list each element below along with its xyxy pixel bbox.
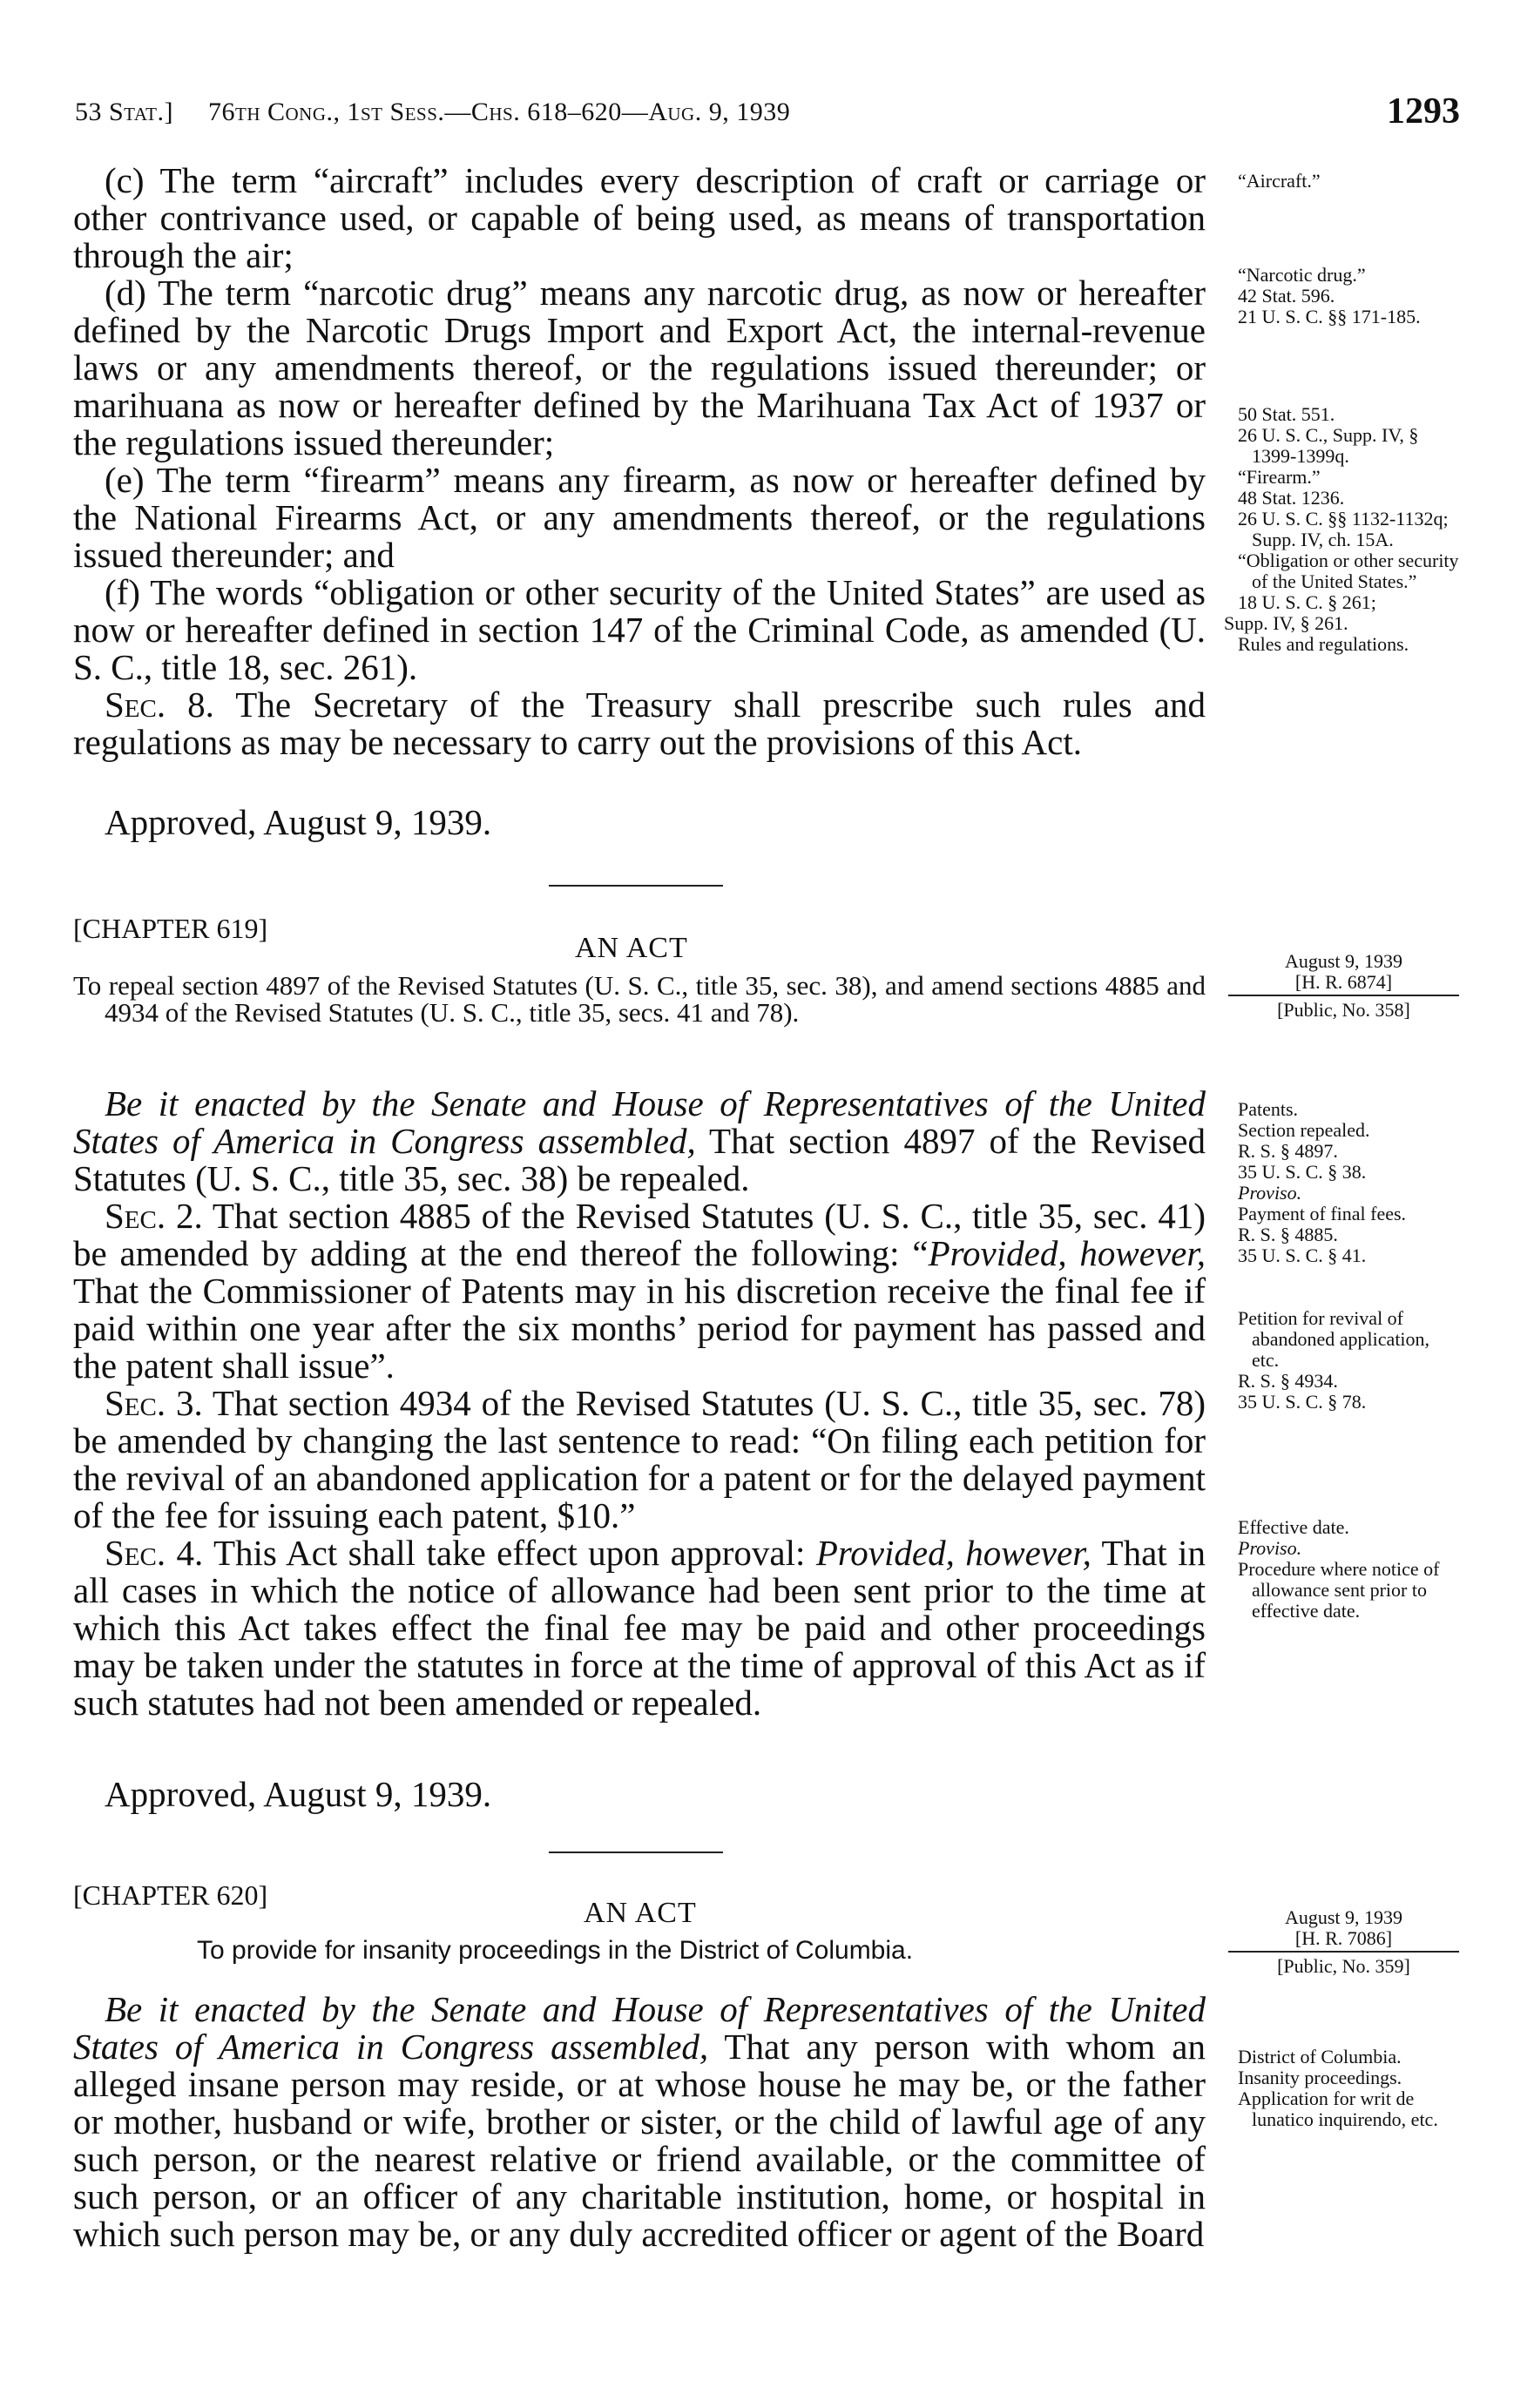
- section-divider-2: [549, 1852, 723, 1853]
- chapter-619-purpose-text: To repeal section 4897 of the Revised Statutes (U. S. C., title 35, sec. 38), and amend sections 4885 and 4934 of the Revised Statutes (U. S. C., title 35, secs. 41 and 78).: [73, 970, 1206, 1028]
- chapter-619-section-4: [73, 1535, 1206, 1722]
- para-obligation: (f) The words “obligation or other security of the United States” are used as now or hereafter defined in section 147 of the Criminal Code, as amended (U. S. C., title 18, sec. 261).: [73, 572, 1206, 687]
- para-firearm: (e) The term “firearm” means any firearm, as now or hereafter defined by the National Firearms Act, or any amendments thereof, or the regulations issued thereunder; and: [73, 460, 1206, 575]
- header-congress: 76th Cong., 1st Sess.—Chs. 618–620—Aug. 9, 1939: [208, 98, 791, 126]
- chapter-619-sec2-proviso: Provided, however,: [928, 1233, 1206, 1273]
- note-marihuana-ref2: 26 U. S. C., Supp. IV, § 1399-1399q.: [1238, 424, 1419, 467]
- note-narcotic: “Narcotic drug.”: [1238, 264, 1366, 286]
- chapter-619-enacting-clause: [73, 1085, 1206, 1197]
- chapter-619-bill: [H. R. 6874]: [1228, 972, 1459, 996]
- section-divider-1: [549, 885, 723, 887]
- para-aircraft: (c) The term “aircraft” includes every description of craft or carriage or other contrivance used, or capable of being used, as means of transportation through the air;: [73, 160, 1206, 275]
- chapter-619-sec2-label: Sec. 2.: [105, 1196, 203, 1236]
- note-obligation-ref1: 18 U. S. C. § 261;: [1238, 591, 1376, 613]
- note-aircraft: “Aircraft.”: [1238, 170, 1321, 192]
- margin-notes-2: [1224, 1099, 1459, 1622]
- chapter-619-purpose: [73, 972, 1206, 1026]
- note-firearm: “Firearm.”: [1238, 466, 1321, 488]
- section-8: [73, 686, 1206, 761]
- note-proviso-2-italic: Proviso.: [1238, 1537, 1302, 1559]
- page-number: 1293: [1387, 91, 1460, 132]
- note-patents: Patents.: [1238, 1098, 1299, 1120]
- note-rs4897: R. S. § 4897.: [1238, 1140, 1338, 1162]
- note-firearm-ref1: 48 Stat. 1236.: [1238, 487, 1345, 509]
- note-proviso: [1224, 1183, 1459, 1204]
- note-proviso-italic: Proviso.: [1238, 1182, 1302, 1204]
- section-8-text: The Secretary of the Treasury shall prescribe such rules and regulations as may be necessary to carry out the provisions of this Act.: [73, 685, 1206, 762]
- note-dc: District of Columbia.: [1238, 2046, 1402, 2067]
- approved-line-2: Approved, August 9, 1939.: [105, 1774, 492, 1814]
- note-procedure: Procedure where notice of allowance sent prior to effective date.: [1238, 1558, 1440, 1622]
- note-effective: Effective date.: [1238, 1516, 1349, 1538]
- chapter-619-sec4-proviso: Provided, however,: [815, 1533, 1091, 1573]
- definitions-text: [73, 162, 1206, 761]
- chapter-620-an-act: AN ACT: [584, 1897, 697, 1929]
- note-payment-final: Payment of final fees.: [1238, 1203, 1407, 1224]
- chapter-620-public-law: [Public, No. 359]: [1277, 1955, 1410, 1977]
- chapter-619-sec2-text-a: That section 4885 of the Revised Statutes (U. S. C., title 35, sec. 41) be amended by adding at the end thereof the following: “: [73, 1196, 1206, 1273]
- running-header: [75, 91, 1460, 134]
- note-rules: Rules and regulations.: [1238, 633, 1409, 655]
- section-8-label: Sec. 8.: [105, 685, 214, 725]
- para-narcotic-drug: (d) The term “narcotic drug” means any narcotic drug, as now or hereafter defined by the Narcotic Drugs Import and Export Act, the internal-revenue laws or any amendments thereof, or the regulations issued thereunder; or marihuana as now or hereafter defined by the Marihuana Tax Act of 1937 or the regulations issued thereunder;: [73, 273, 1206, 462]
- note-section-repealed: Section repealed.: [1238, 1119, 1370, 1141]
- margin-notes-1: [1224, 171, 1459, 655]
- chapter-619-heading: [CHAPTER 619]: [73, 913, 268, 944]
- chapter-620-heading: [CHAPTER 620]: [73, 1879, 268, 1911]
- header-citation: [75, 98, 790, 127]
- chapter-619-sec3-text: That section 4934 of the Revised Statutes (U. S. C., title 35, sec. 78) be amended by changing the last sentence to read: “On filing each petition for the revival of an abandoned application for a patent or for the delayed payment of the fee for issuing each patent, $10.”: [73, 1383, 1206, 1535]
- margin-notes-3: [1224, 2047, 1459, 2130]
- chapter-619-sec4-label: Sec. 4.: [105, 1533, 204, 1573]
- note-insanity: Insanity proceedings.: [1238, 2067, 1402, 2088]
- chapter-619-body: [73, 1085, 1206, 1722]
- chapter-620-enacting-clause: [73, 1991, 1206, 2253]
- note-usc41: 35 U. S. C. § 41.: [1238, 1244, 1367, 1266]
- chapter-620-date-block: [1228, 1907, 1459, 1977]
- chapter-619-enacting-italic: Be it enacted by the Senate and House of Representatives of the United States of America in Congress assembled,: [73, 1083, 1206, 1161]
- note-obligation: “Obligation or other security of the United States.”: [1238, 550, 1459, 592]
- chapter-619-sec2-text-b: That the Commissioner of Patents may in his discretion receive the final fee if paid within one year after the six months’ period for payment has passed and the patent shall issue”.: [73, 1271, 1206, 1386]
- chapter-619-public-law: [Public, No. 358]: [1277, 999, 1410, 1021]
- note-usc78: 35 U. S. C. § 78.: [1238, 1391, 1367, 1413]
- note-narcotic-ref1: 42 Stat. 596.: [1238, 285, 1335, 307]
- chapter-620-date: August 9, 1939: [1284, 1906, 1403, 1928]
- chapter-620-body: [73, 1991, 1206, 2253]
- note-rs4885: R. S. § 4885.: [1238, 1224, 1338, 1245]
- chapter-619-section-3: [73, 1385, 1206, 1535]
- note-narcotic-ref2: 21 U. S. C. §§ 171-185.: [1238, 306, 1421, 327]
- header-stat-ref: 53 Stat.]: [75, 98, 173, 126]
- chapter-619-date-block: [1228, 951, 1459, 1021]
- note-writ: Application for writ de lunatico inquirendo, etc.: [1238, 2088, 1438, 2130]
- chapter-620-enacting-rest: That any person with whom an alleged insane person may reside, or at whose house he may be, or the father or mother, husband or wife, brother or sister, or the child of lawful age of any such person, or the nearest relative or friend available, or the committee of such person, or an officer of any charitable institution, home, or hospital in which such person may be, or any duly accredited officer or agent of the Board: [73, 2027, 1206, 2254]
- note-marihuana-ref1: 50 Stat. 551.: [1238, 403, 1335, 425]
- note-proviso-2: [1224, 1538, 1459, 1559]
- note-petition: Petition for revival of abandoned application, etc.: [1238, 1307, 1430, 1371]
- note-usc38: 35 U. S. C. § 38.: [1238, 1161, 1367, 1183]
- chapter-620-purpose: To provide for insanity proceedings in the District of Columbia.: [197, 1936, 914, 1965]
- chapter-619-sec4-text-a: This Act shall take effect upon approval:: [203, 1533, 816, 1573]
- chapter-619-section-2: [73, 1197, 1206, 1385]
- chapter-620-enacting-italic: Be it enacted by the Senate and House of Representatives of the United States of America in Congress assembled,: [73, 1989, 1206, 2067]
- note-firearm-ref2: 26 U. S. C. §§ 1132-1132q; Supp. IV, ch. 15A.: [1238, 508, 1449, 550]
- chapter-620-bill: [H. R. 7086]: [1228, 1928, 1459, 1953]
- chapter-619-sec3-label: Sec. 3.: [105, 1383, 203, 1423]
- note-rs4934: R. S. § 4934.: [1238, 1370, 1338, 1392]
- chapter-619-enacting-rest: That section 4897 of the Revised Statutes (U. S. C., title 35, sec. 38) be repealed.: [73, 1121, 1206, 1198]
- note-obligation-ref2: Supp. IV, § 261.: [1224, 612, 1348, 634]
- chapter-619-date: August 9, 1939: [1284, 950, 1403, 972]
- approved-line-1: Approved, August 9, 1939.: [105, 802, 492, 842]
- chapter-619-sec4-text-b: That in all cases in which the notice of allowance had been sent prior to the time at which this Act takes effect the final fee may be paid and other proceedings may be taken under the statutes in force at the time of approval of this Act as if such statutes had not been amended or repealed.: [73, 1533, 1206, 1723]
- chapter-619-an-act: AN ACT: [575, 932, 688, 964]
